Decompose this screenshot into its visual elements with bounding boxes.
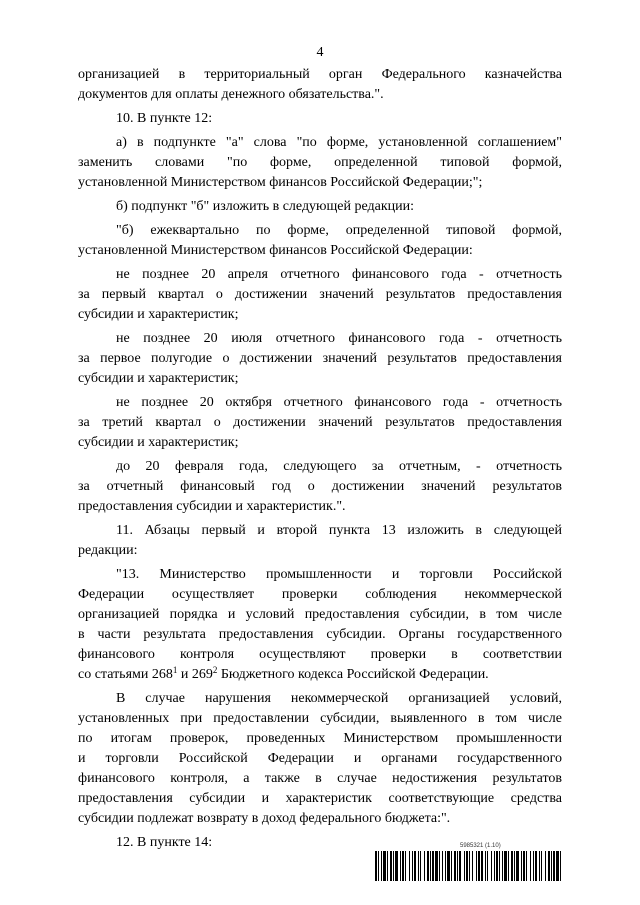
barcode-stripe	[553, 851, 555, 881]
text-line: по итогам проверок, проведенных Министерством промышленности	[78, 731, 562, 746]
text-line: субсидии и характеристик;	[78, 435, 239, 450]
barcode-stripe	[412, 851, 413, 881]
barcode-stripe	[556, 851, 559, 881]
text-line: документов для оплаты денежного обязательства.".	[78, 87, 384, 102]
barcode-stripe	[496, 851, 498, 881]
text-line: а) в подпункте "а" слова "по форме, установленной соглашением"	[116, 135, 562, 150]
barcode-stripe	[545, 851, 546, 881]
barcode-stripe	[454, 851, 456, 881]
barcode-stripe	[541, 851, 542, 881]
barcode-stripe	[481, 851, 483, 881]
text-line: финансового контроля осуществляют проверки в соответствии	[78, 647, 562, 662]
text-line: В случае нарушения некоммерческой организацией условий,	[116, 691, 562, 706]
barcode-stripe	[526, 851, 527, 881]
text-line: заменить словами "по форме, определенной типовой формой,	[78, 155, 562, 170]
text-line: за первое полугодие о достижении значений результатов предоставления	[78, 351, 562, 366]
barcode-stripe	[409, 851, 410, 881]
superscript: 2	[212, 665, 218, 675]
text-line: финансового контроля, а также в случае недостижения результатов	[78, 771, 562, 786]
text-line: установленной Министерством финансов Российской Федерации;";	[78, 175, 483, 190]
text-line: 11. Абзацы первый и второй пункта 13 изложить в следующей	[116, 523, 562, 538]
text-line: субсидии и характеристик;	[78, 307, 239, 322]
text-line: организацией порядка и условий предоставления субсидии, в том числе	[78, 607, 562, 622]
barcode-stripe	[451, 851, 452, 881]
text-line: организацией в территориальный орган Федерального казначейства	[78, 67, 562, 82]
text-fragment: и 269	[177, 667, 213, 682]
barcode-stripe	[414, 851, 416, 881]
page-number: 4	[316, 45, 324, 60]
text-line: Федерации осуществляет проверки соблюдения некоммерческой	[78, 587, 562, 602]
barcode-stripe	[478, 851, 480, 881]
barcode-stripe	[514, 851, 515, 881]
barcode-stripe	[523, 851, 525, 881]
barcode-stripe	[418, 851, 419, 881]
barcode-stripe	[395, 851, 398, 881]
barcode-stripe	[390, 851, 392, 881]
barcode-stripe	[491, 851, 492, 881]
barcode-stripe	[459, 851, 461, 881]
barcode-stripe	[393, 851, 394, 881]
barcode-stripe	[469, 851, 470, 881]
barcode-stripe	[539, 851, 540, 881]
text-line: и торговли Российской Федерации и органами государственного	[78, 751, 562, 766]
text-line: установленных при предоставлении субсидии, выявленного в том числе	[78, 711, 562, 726]
text-line: редакции:	[78, 543, 138, 558]
barcode-stripe	[548, 851, 550, 881]
text-line: субсидии и характеристик;	[78, 371, 239, 386]
barcode-stripe	[442, 851, 443, 881]
text-line: 10. В пункте 12:	[116, 111, 213, 126]
barcode-stripe	[516, 851, 519, 881]
barcode-stripe	[381, 851, 382, 881]
barcode-stripe	[457, 851, 458, 881]
barcode-stripe	[427, 851, 429, 881]
text-line: за отчетный финансовый год о достижении значений результатов	[78, 479, 562, 494]
barcode-stripe	[439, 851, 440, 881]
barcode-stripe	[435, 851, 438, 881]
barcode-stripe	[445, 851, 446, 881]
barcode-stripe	[375, 851, 377, 881]
barcode-stripe	[430, 851, 431, 881]
text-line: не позднее 20 июля отчетного финансового года - отчетность	[116, 331, 562, 346]
text-line: предоставления субсидии и характеристик.".	[78, 499, 346, 514]
barcode-stripe	[533, 851, 534, 881]
barcode-stripe	[420, 851, 421, 881]
barcode-stripe	[472, 851, 473, 881]
barcode-stripe	[387, 851, 388, 881]
barcode-stripe	[464, 851, 465, 881]
barcode-stripe	[400, 851, 401, 881]
text-line	[78, 666, 562, 684]
barcode-stripe	[402, 851, 404, 881]
barcode-stripe	[405, 851, 406, 881]
barcode-stripe	[508, 851, 509, 881]
barcode-image	[375, 851, 562, 881]
barcode-stripe	[530, 851, 531, 881]
barcode-stripe	[560, 851, 561, 881]
text-line: б) подпункт "б" изложить в следующей редакции:	[116, 199, 415, 214]
text-line: "б) ежеквартально по форме, определенной типовой формой,	[116, 223, 562, 238]
text-line: не позднее 20 апреля отчетного финансового года - отчетность	[116, 267, 562, 282]
text-line: не позднее 20 октября отчетного финансового года - отчетность	[116, 395, 562, 410]
barcode-stripe	[466, 851, 468, 881]
barcode-stripe	[383, 851, 386, 881]
barcode-stripe	[511, 851, 513, 881]
barcode-stripe	[424, 851, 425, 881]
barcode-stripe	[521, 851, 522, 881]
text-fragment: со статьями 268	[78, 667, 173, 682]
text-line: за первый квартал о достижении значений результатов предоставления	[78, 287, 562, 302]
text-line: "13. Министерство промышленности и торговли Российской	[116, 567, 562, 582]
barcode-stripe	[378, 851, 379, 881]
barcode-stripe	[535, 851, 537, 881]
superscript: 1	[172, 665, 178, 675]
barcode-stripe	[485, 851, 486, 881]
barcode-stripe	[504, 851, 507, 881]
barcode-stripe	[502, 851, 503, 881]
text-line: 12. В пункте 14:	[116, 835, 213, 850]
text-fragment: Бюджетного кодекса Российской Федерации.	[217, 667, 489, 682]
barcode-stripe	[476, 851, 477, 881]
barcode-stripe	[499, 851, 500, 881]
barcode-stripe	[494, 851, 495, 881]
barcode-stripe	[487, 851, 488, 881]
text-line: субсидии подлежат возврату в доход федерального бюджета:".	[78, 811, 451, 826]
barcode-stripe	[447, 851, 450, 881]
text-line: установленной Министерством финансов Российской Федерации:	[78, 243, 473, 258]
barcode-stripe	[432, 851, 434, 881]
text-line: за третий квартал о достижении значений результатов предоставления	[78, 415, 562, 430]
text-line: до 20 февраля года, следующего за отчетным, - отчетность	[116, 459, 562, 474]
barcode-stripe	[551, 851, 552, 881]
text-line: в части результата предоставления субсидии. Органы государственного	[78, 627, 562, 642]
text-line: предоставления субсидии и характеристик соответствующие средства	[78, 791, 562, 806]
document-code: 5985321 (1.10)	[460, 843, 501, 849]
